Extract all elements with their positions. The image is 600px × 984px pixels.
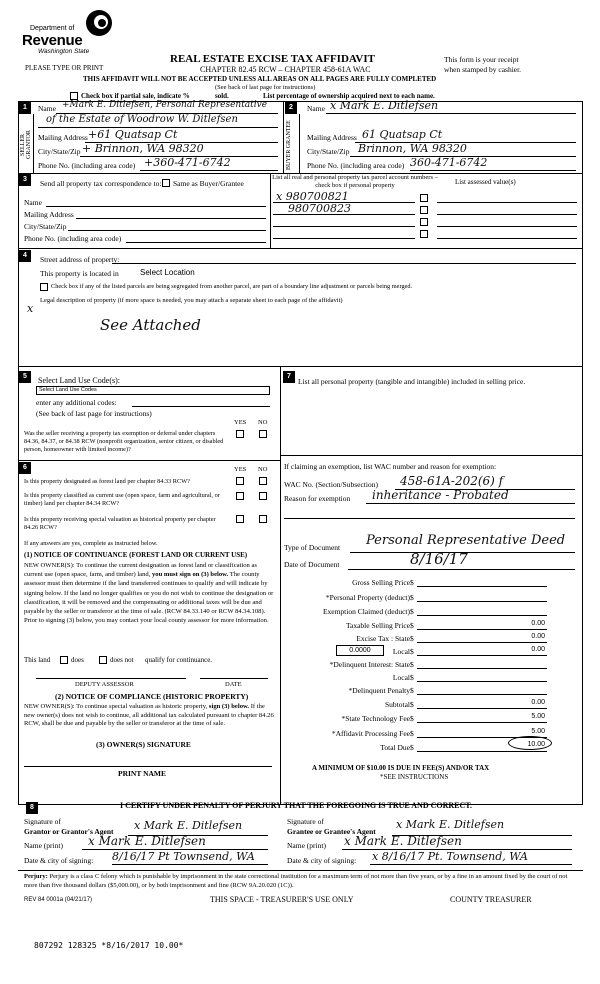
form-title: REAL ESTATE EXCISE TAX AFFIDAVIT: [170, 53, 375, 65]
section-4-number: 4: [19, 250, 31, 262]
warning: THIS AFFIDAVIT WILL NOT BE ACCEPTED UNLESS ALL AREAS ON ALL PAGES ARE FULLY COMPLETED: [83, 75, 437, 83]
gross-price-label: Gross Selling Price: [352, 578, 410, 587]
seller-address-value: +61 Quatsap Ct: [88, 128, 178, 141]
location-select[interactable]: Select Location: [140, 268, 195, 277]
gross-price-dollar: $: [410, 578, 414, 587]
seller-side-label: SELLER GRANTOR: [20, 130, 32, 160]
subtotal-label: Subtotal: [384, 700, 410, 709]
grantor-date-value: 8/16/17 Pt Townsend, WA: [112, 850, 255, 863]
this-land-label: This land: [24, 656, 51, 664]
q2-yes-checkbox[interactable]: [236, 492, 244, 500]
seller-name-value: +Mark E. Ditlefsen, Personal Representative: [62, 100, 268, 110]
doc-type-value: Personal Representative Deed: [366, 533, 566, 548]
doc-date-label: Date of Document: [284, 560, 340, 569]
section-2-number: 2: [285, 102, 297, 114]
taxable-price-label: Taxable Selling Price: [345, 621, 410, 630]
street-address-label: Street address of property:: [40, 255, 120, 264]
parcel-3-checkbox[interactable]: [420, 218, 428, 226]
delinquent-penalty-label: *Delinquent Penalty: [348, 686, 410, 695]
grantee-date-value: x 8/16/17 Pt. Townsend, WA: [372, 850, 528, 863]
does-not-checkbox[interactable]: [99, 656, 107, 664]
section-3-number: 3: [19, 174, 31, 186]
ownership-note: List percentage of ownership acquired next to each name.: [263, 92, 435, 100]
personal-property-label: List all personal property (tangible and intangible) included in selling price.: [298, 377, 526, 386]
forest-land-question: Is this property designated as forest land per chapter 84.33 RCW?: [24, 478, 190, 485]
form-subtitle: CHAPTER 82.45 RCW – CHAPTER 458-61A WAC: [200, 65, 371, 74]
processing-fee-dollar: $: [410, 729, 414, 738]
tech-fee-dollar: $: [410, 714, 414, 723]
owner-signature-title: (3) OWNER(S) SIGNATURE: [96, 740, 191, 749]
assessed-header: List assessed value(s): [455, 178, 516, 186]
exemption-claimed-dollar: $: [410, 607, 414, 616]
section-5-number: 5: [19, 371, 31, 383]
delinquent-interest-local-label: Local: [392, 673, 410, 682]
receipt-line1: This form is your receipt: [444, 55, 519, 64]
additional-codes-label: enter any additional codes:: [36, 398, 117, 407]
q1-no-checkbox[interactable]: [259, 477, 267, 485]
buyer-name-value: x Mark E. Ditlefsen: [330, 99, 439, 112]
delinquent-penalty-dollar: $: [410, 686, 414, 695]
legal-description-label: Legal description of property (if more space is needed, you may attach a separate sheet to each page of the affidavit): [40, 297, 343, 304]
legal-mark: x: [27, 302, 34, 315]
grantor-name-label: Name (print): [24, 841, 63, 850]
delinquent-interest-local-dollar: $: [410, 673, 414, 682]
current-use-question: Is this property classified as current use (open space, farm and agricultural, or timber) land per chapter 84.34 RCW?: [24, 492, 220, 507]
doc-type-label: Type of Document: [284, 543, 341, 552]
print-name-label: PRINT NAME: [118, 769, 166, 778]
section-6-number: 6: [19, 462, 31, 474]
section-1-number: 1: [19, 102, 31, 114]
land-use-see-back: (See back of last page for instructions): [36, 409, 152, 418]
treasurer-use-only: THIS SPACE - TREASURER'S USE ONLY: [210, 895, 354, 904]
does-not-label: does not: [110, 656, 134, 664]
partial-sale-checkbox[interactable]: [70, 92, 78, 100]
personal-property-deduct-label: *Personal Property (deduct): [325, 593, 410, 602]
correspondence-address-label: Mailing Address: [24, 210, 74, 219]
see-instructions: *SEE INSTRUCTIONS: [380, 773, 449, 781]
excise-state-dollar: $: [410, 634, 414, 643]
perjury-statement: Perjury: Perjury is a class C felony which is punishable by imprisonment in the state correctional institution for a maximum term of not more than five years, or by a fine in an amount fixed by the court of not more than five thousand dollars ($5,000.00), or by both imprisonment and fine (RCW 9A.20.020 (1C)).: [24, 873, 568, 889]
does-checkbox[interactable]: [60, 656, 68, 664]
segregated-label: Check box if any of the listed parcels are being segregated from another parcel, are part of a boundary line adjustment or parcels being merged.: [51, 283, 413, 290]
logo-state: Washington State: [38, 48, 90, 55]
type-or-print: PLEASE TYPE OR PRINT: [25, 64, 104, 72]
grantor-signature: x Mark E. Ditlefsen: [134, 819, 243, 832]
tech-fee-amount: 5.00: [531, 713, 545, 720]
see-back: (See back of last page for instructions): [215, 84, 316, 91]
local-rate-input[interactable]: 0.0000: [336, 645, 384, 656]
delinquent-interest-state-dollar: $: [410, 660, 414, 669]
buyer-city-label: City/State/Zip: [307, 147, 350, 156]
tech-fee-label: *State Technology Fee: [341, 714, 410, 723]
segregated-checkbox[interactable]: [40, 283, 48, 291]
same-as-buyer-label: Same as Buyer/Grantee: [173, 179, 244, 188]
grantee-signature: x Mark E. Ditlefsen: [396, 818, 505, 831]
processing-fee-amount: 5.00: [531, 728, 545, 735]
parcel-2: 980700823: [288, 202, 351, 215]
s5-yes: YES: [234, 419, 247, 426]
excise-local-amount: 0.00: [531, 646, 545, 653]
grantor-sig-label-2: Grantor or Grantor's Agent: [24, 827, 114, 836]
qualify-label: qualify for continuance.: [145, 656, 213, 664]
doc-date-value: 8/16/17: [410, 550, 468, 568]
grantee-name-label: Name (print): [287, 841, 326, 850]
partial-sale-label: Check box if partial sale, indicate %: [81, 92, 190, 100]
parcel-1-checkbox[interactable]: [420, 194, 428, 202]
same-as-buyer-checkbox[interactable]: [162, 179, 170, 187]
notice-compliance-text: NEW OWNER(S): To continue special valuation as historic property, sign (3) below. If the new owner(s) does not wish to continue, all additional tax calculated pursuant to chapter 84.26 RCW, shall be due and payable by the seller or transferor at the time of sale.: [24, 703, 274, 728]
historic-question: Is this property receiving special valuation as historical property per chapter 84.26 RCW?: [24, 516, 216, 531]
seller-address-label: Mailing Address: [38, 133, 88, 142]
total-due-label: Total Due: [380, 743, 410, 752]
s5-no-checkbox[interactable]: [259, 430, 267, 438]
s6-yes: YES: [234, 466, 247, 473]
excise-state-label: Excise Tax : State: [356, 634, 410, 643]
excise-local-label: Local: [392, 647, 410, 656]
grantor-date-label: Date & city of signing:: [24, 856, 94, 865]
buyer-phone-label: Phone No. (including area code): [307, 161, 405, 170]
if-yes-note: If any answers are yes, complete as instructed below.: [24, 540, 158, 547]
personal-property-dollar: $: [410, 593, 414, 602]
assessor-date-label: DATE: [225, 681, 242, 688]
buyer-address-label: Mailing Address: [307, 133, 357, 142]
notice-compliance-title: (2) NOTICE OF COMPLIANCE (HISTORIC PROPERTY): [55, 692, 249, 701]
send-correspondence-label: Send all property tax correspondence to:: [40, 179, 162, 188]
located-label: This property is located in: [40, 269, 119, 278]
grantor-sig-label-1: Signature of: [24, 817, 61, 826]
form-number: REV 84 0001a (04/21/17): [24, 897, 93, 903]
notice-continuance-title: (1) NOTICE OF CONTINUANCE (FOREST LAND OR CURRENT USE): [24, 551, 248, 559]
parcel-header: List all real and personal property tax parcel account numbers – check box if personal property: [272, 174, 438, 189]
q1-yes-checkbox[interactable]: [236, 477, 244, 485]
logo-mark-icon: [86, 10, 112, 36]
taxable-price-dollar: $: [410, 621, 414, 630]
correspondence-phone-label: Phone No. (including area code): [24, 234, 122, 243]
exemption-intro: If claiming an exemption, list WAC number and reason for exemption:: [284, 462, 497, 471]
seller-name-label: Name: [38, 104, 56, 113]
wac-label: WAC No. (Section/Subsection): [284, 480, 378, 489]
q3-no-checkbox[interactable]: [259, 515, 267, 523]
wac-value: 458-61A-202(6) f: [400, 474, 504, 488]
buyer-name-label: Name: [307, 104, 325, 113]
parcel-2-checkbox[interactable]: [420, 206, 428, 214]
buyer-phone-value: 360-471-6742: [410, 156, 488, 169]
notice-continuance-text: NEW OWNER(S): To continue the current designation as forest land or classification as current use (open space, farm, and timber) land, you must sign on (3) below. The county assessor must then determine if the land transferred continues to qualify and will indicate by signing below. If the land no longer qualifies or you do not wish to continue the designation or classification, it will be removed and the compensating or additional taxes will be due and payable by the seller or transferor at the time of sale. (RCW 84.33.140 or RCW 84.34.108). Prior to signing (3) below, you may contact your local county assessor for more information.: [24, 562, 274, 625]
seller-name-value2: of the Estate of Woodrow W. Ditlefsen: [46, 114, 238, 125]
certify-statement: I CERTIFY UNDER PENALTY OF PERJURY THAT THE FOREGOING IS TRUE AND CORRECT.: [120, 801, 473, 810]
taxable-price-amount: 0.00: [531, 620, 545, 627]
exemption-claimed-label: Exemption Claimed (deduct): [322, 607, 410, 616]
logo-dept-line1: Department of: [30, 25, 75, 32]
minimum-note: A MINIMUM OF $10.00 IS DUE IN FEE(S) AND/OR TAX: [312, 764, 490, 772]
seller-city-label: City/State/Zip: [38, 147, 81, 156]
seller-phone-label: Phone No. (including area code): [38, 161, 136, 170]
exemption-question: Was the seller receiving a property tax exemption or deferral under chapters 84.36, 84.37, or 84.38 RCW (nonprofit organization, senior citizen, or disabled person, homeowner with limited income)?: [24, 430, 224, 453]
q2-no-checkbox[interactable]: [259, 492, 267, 500]
parcel-4-checkbox[interactable]: [420, 230, 428, 238]
land-use-label: Select Land Use Code(s):: [38, 376, 120, 385]
total-due-amount: 10.00: [527, 741, 545, 748]
logo-revenue: Revenue: [22, 32, 83, 49]
total-due-dollar: $: [410, 743, 414, 752]
q3-yes-checkbox[interactable]: [236, 515, 244, 523]
does-label: does: [71, 656, 84, 664]
buyer-city-value: Brinnon, WA 98320: [358, 142, 467, 155]
subtotal-amount: 0.00: [531, 699, 545, 706]
buyer-address-value: 61 Quatsap Ct: [362, 128, 443, 141]
seller-city-value: + Brinnon, WA 98320: [82, 142, 204, 155]
s5-yes-checkbox[interactable]: [236, 430, 244, 438]
cashier-stamp: 807292 128325 *8/16/2017 10.00*: [34, 941, 184, 950]
grantee-date-label: Date & city of signing:: [287, 856, 357, 865]
grantee-sig-label-2: Grantee or Grantee's Agent: [287, 827, 376, 836]
correspondence-name-label: Name: [24, 198, 42, 207]
section-8-number: 8: [26, 802, 38, 814]
land-use-select[interactable]: Select Land Use Codes: [36, 386, 270, 395]
grantee-name-value: x Mark E. Ditlefsen: [344, 834, 462, 848]
receipt-line2: when stamped by cashier.: [444, 65, 522, 74]
excise-state-amount: 0.00: [531, 633, 545, 640]
correspondence-city-label: City/State/Zip: [24, 222, 67, 231]
buyer-side-label: BUYER GRANTEE: [286, 120, 292, 170]
delinquent-interest-state-label: *Delinquent Interest: State: [329, 660, 410, 669]
sold-label: sold.: [215, 92, 229, 100]
legal-description-value: See Attached: [100, 316, 201, 334]
deputy-assessor-label: DEPUTY ASSESSOR: [75, 681, 134, 688]
county-treasurer: COUNTY TREASURER: [450, 895, 532, 904]
subtotal-dollar: $: [410, 700, 414, 709]
seller-phone-value: +360-471-6742: [144, 156, 231, 169]
grantee-sig-label-1: Signature of: [287, 817, 324, 826]
s5-no: NO: [258, 419, 268, 426]
reason-label: Reason for exemption: [284, 494, 351, 503]
grantor-name-value: x Mark E. Ditlefsen: [88, 834, 206, 848]
processing-fee-label: *Affidavit Processing Fee: [331, 729, 410, 738]
s6-no: NO: [258, 466, 268, 473]
reason-value: inheritance - Probated: [372, 488, 509, 502]
parcel-1: x 980700821: [276, 190, 349, 203]
section-7-number: 7: [283, 371, 295, 383]
excise-local-dollar: $: [410, 647, 414, 656]
